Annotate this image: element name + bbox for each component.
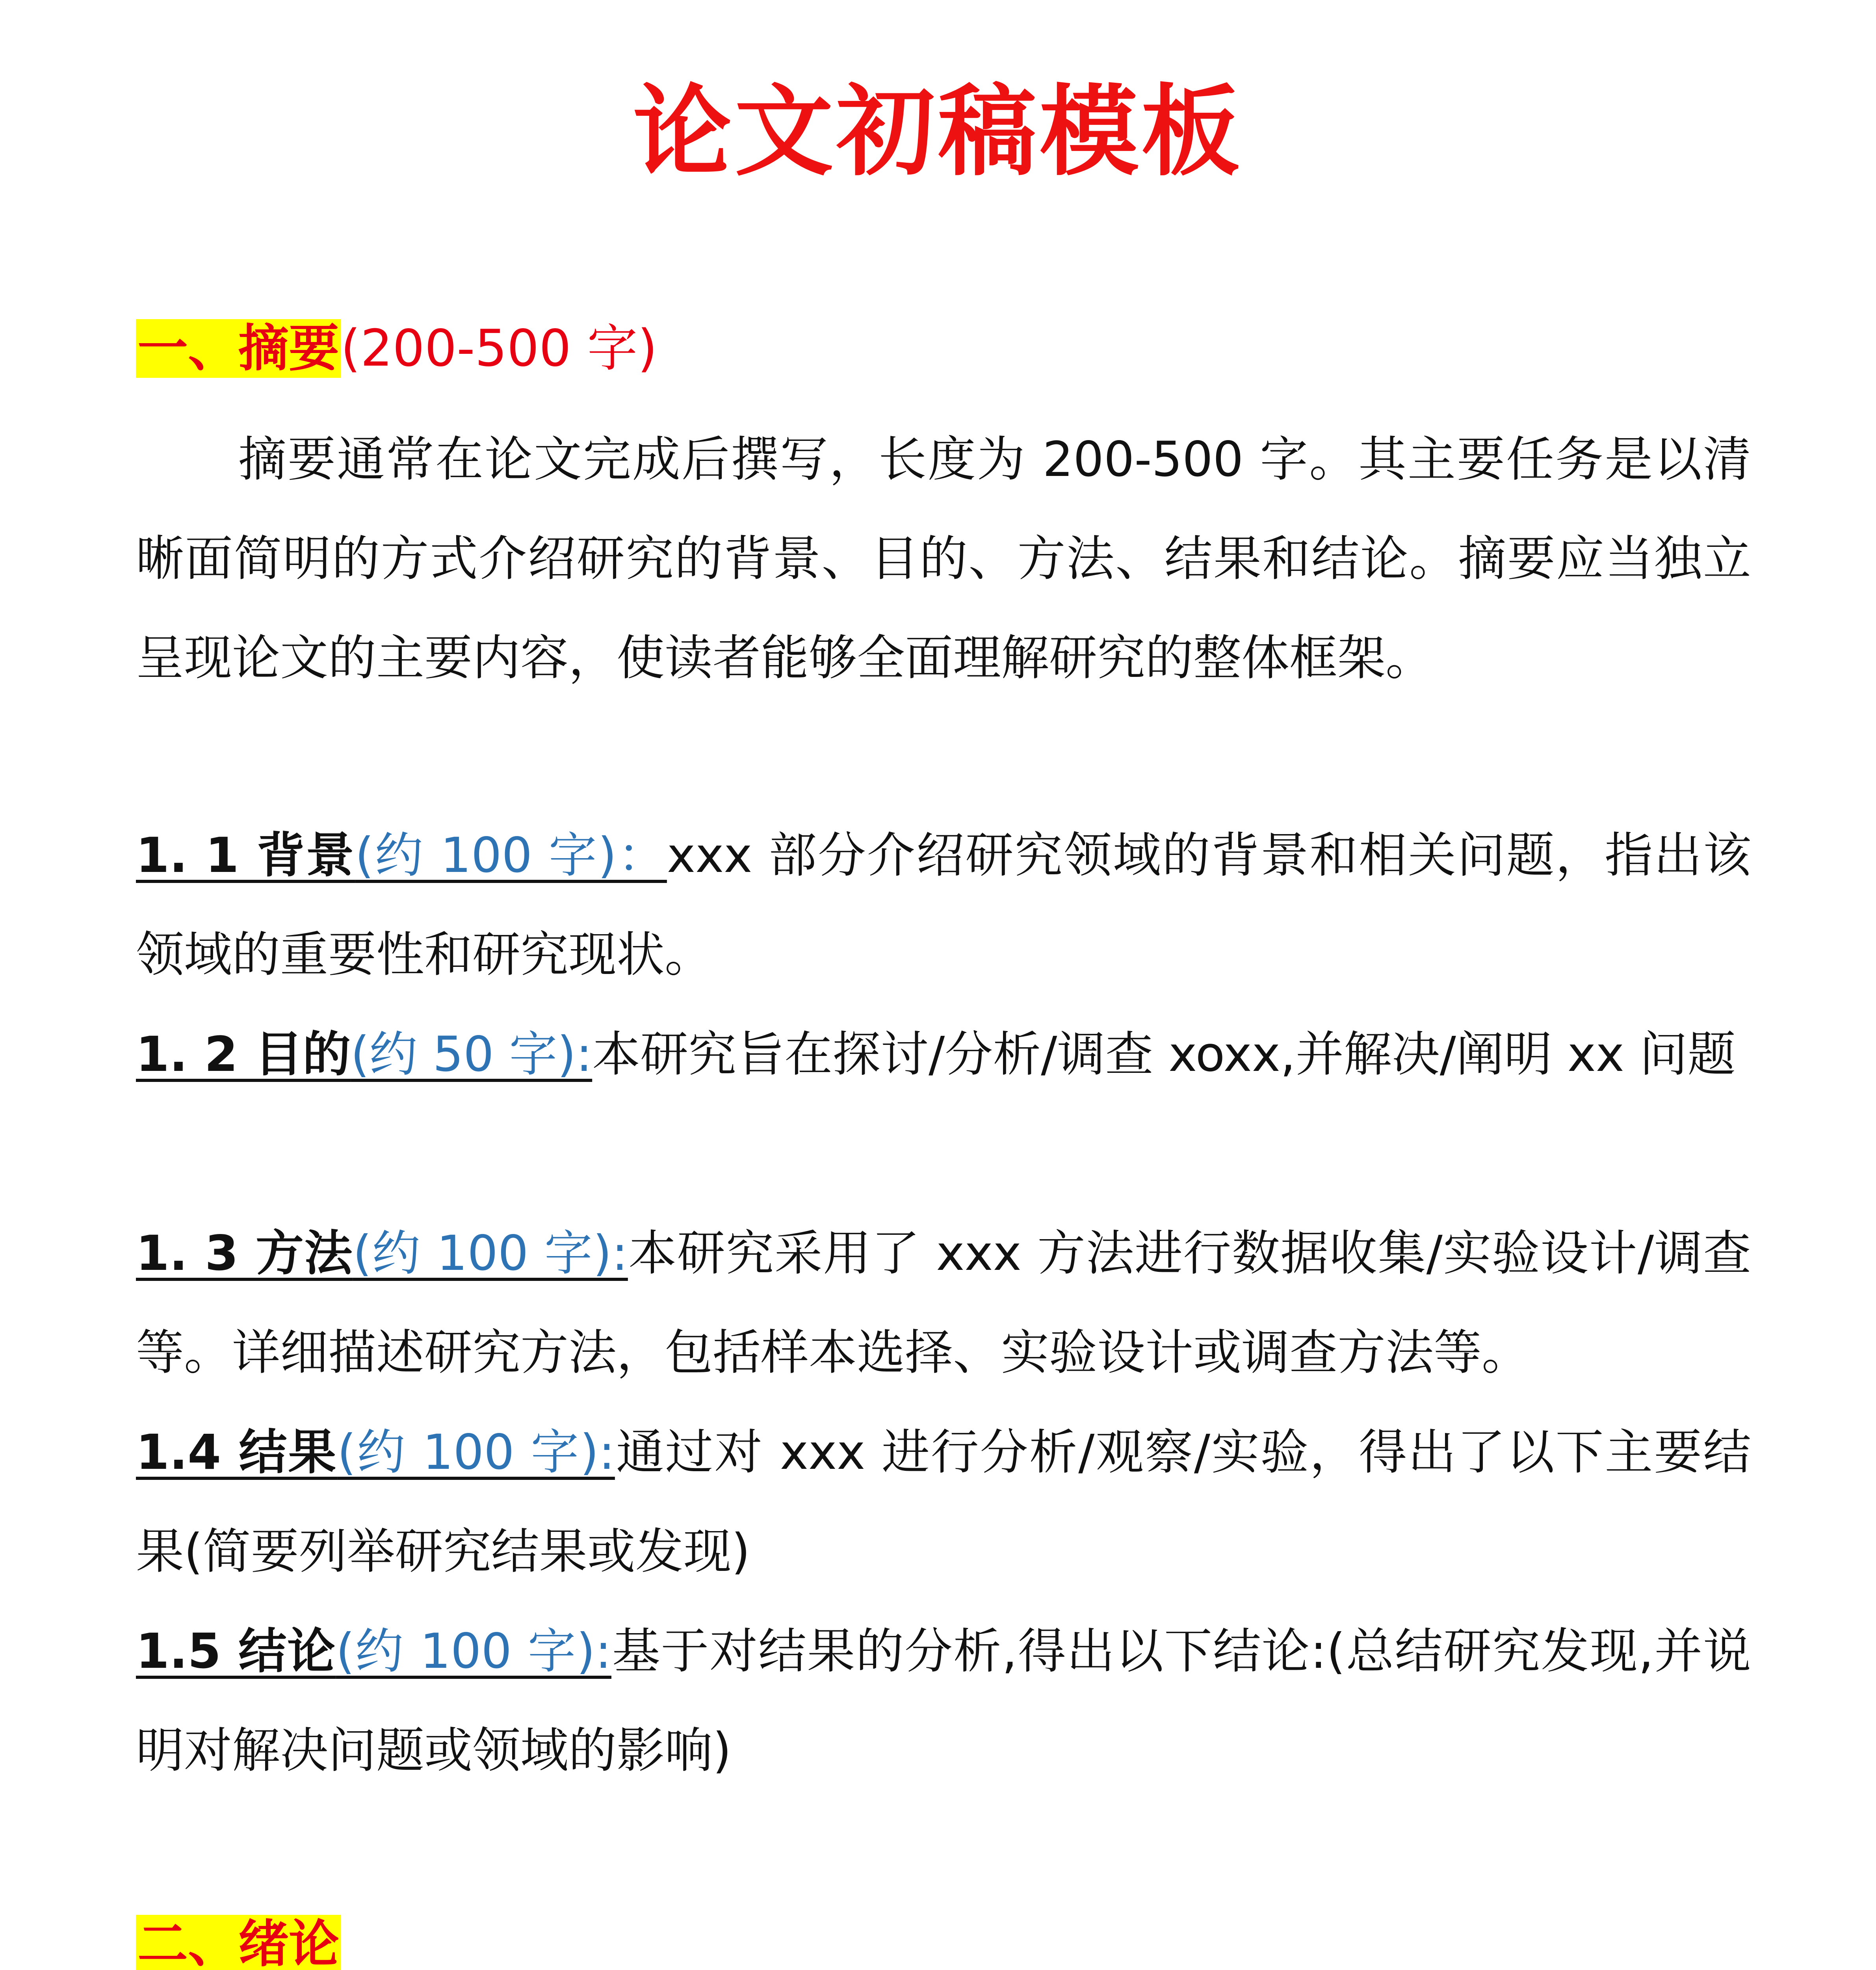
item-text: 本研究采用了 xxx 方法进行数据收集/实验设计/调查等。详细描述研究方法，包括样本选择、实验设计或调查方法等。 bbox=[136, 1225, 1751, 1381]
item-label: 1. 1 背景 bbox=[136, 827, 355, 883]
item-label: 1. 3 方法 bbox=[136, 1225, 353, 1281]
item-heading bbox=[136, 1623, 611, 1679]
item-text: 通过对 xxx 进行分析/观察/实验，得出了以下主要结果(简要列举研究结果或发现) bbox=[136, 1424, 1751, 1580]
item-heading bbox=[136, 1424, 615, 1480]
item-heading bbox=[136, 827, 667, 883]
section-heading-label: 二、绪论 bbox=[136, 1915, 341, 1970]
item-purpose bbox=[136, 1005, 1751, 1104]
page-title: 论文初稿模板 bbox=[633, 74, 1243, 189]
item-note: (约 100 字): bbox=[336, 1623, 611, 1679]
item-note: (约 100 字): bbox=[337, 1424, 615, 1480]
item-method bbox=[136, 1204, 1751, 1402]
item-conclusion bbox=[136, 1602, 1751, 1800]
section-heading-label: 一、摘要 bbox=[136, 319, 341, 378]
item-heading bbox=[136, 1225, 628, 1281]
item-text: 本研究旨在探讨/分析/调查 xoxx,并解决/阐明 xx 问题 bbox=[592, 1026, 1736, 1082]
item-text: 基于对结果的分析,得出以下结论:(总结研究发现,并说明对解决问题或领域的影响) bbox=[136, 1623, 1751, 1779]
item-background bbox=[136, 806, 1751, 1004]
section-heading-introduction bbox=[136, 1907, 341, 1970]
abstract-paragraph: 摘要通常在论文完成后撰写，长度为 200-500 字。其主要任务是以清晰面简明的方式介绍研究的背景、目的、方法、结果和结论。摘要应当独立呈现论文的主要内容，使读者能够全面理解研究的整体框架。 bbox=[136, 431, 1751, 686]
section-heading-note: (200-500 字) bbox=[341, 319, 658, 378]
item-label: 1.4 结果 bbox=[136, 1424, 338, 1480]
item-note: (约 100 字): bbox=[353, 1225, 628, 1281]
item-label: 1.5 结论 bbox=[136, 1623, 336, 1679]
item-results bbox=[136, 1403, 1751, 1601]
section-heading-abstract bbox=[136, 311, 657, 386]
item-label: 1. 2 目的 bbox=[136, 1026, 351, 1082]
item-note: (约 100 字)： bbox=[355, 827, 667, 883]
item-heading bbox=[136, 1026, 592, 1082]
item-text: xxx 部分介绍研究领域的背景和相关问题，指出该领域的重要性和研究现状。 bbox=[136, 827, 1751, 983]
item-note: (约 50 字): bbox=[351, 1026, 593, 1082]
